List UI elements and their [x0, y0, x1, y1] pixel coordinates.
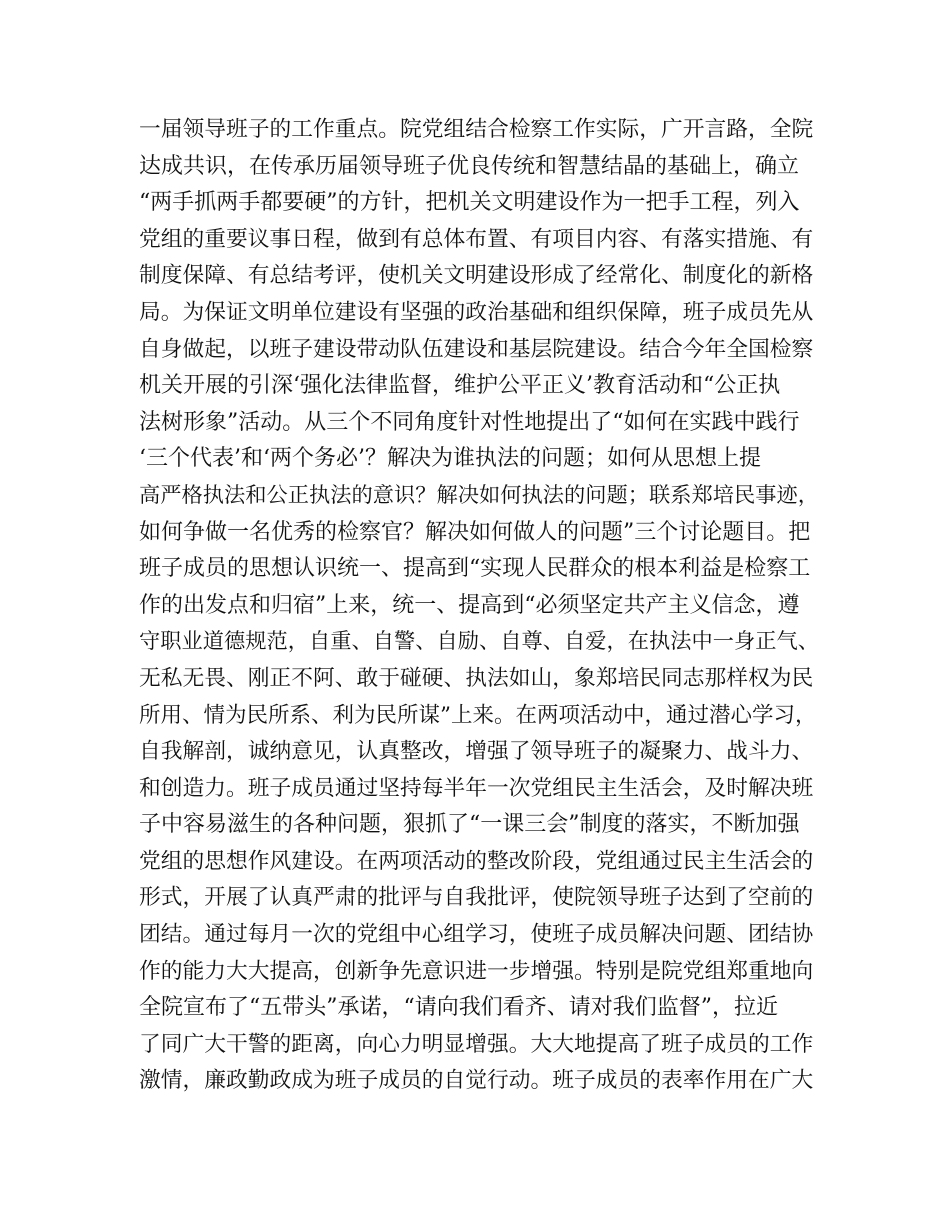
- text-line: 形式，开展了认真严肃的批评与自我批评，使院领导班子达到了空前的: [139, 885, 814, 911]
- text-line: 子中容易滋生的各种问题，狠抓了“一课三会”制度的落实，不断加强: [139, 812, 800, 838]
- text-line: 党组的重要议事日程，做到有总体布置、有项目内容、有落实措施、有: [139, 226, 814, 252]
- text-line: 作的出发点和归宿”上来，统一、提高到“必须坚定共产主义信念，遵: [139, 592, 800, 618]
- text-line: 作的能力大大提高，创新争先意识进一步增强。特别是院党组郑重地向: [139, 958, 814, 984]
- text-line: 守职业道德规范，自重、自警、自励、自尊、自爱，在执法中一身正气、: [139, 629, 820, 655]
- text-line: “两手抓两手都要硬”的方针，把机关文明建设作为一把手工程，列入: [139, 190, 800, 216]
- text-line: 制度保障、有总结考评，使机关文明建设形成了经常化、制度化的新格: [139, 263, 814, 289]
- text-line: 全院宣布了“五带头”承诺，“请向我们看齐、请对我们监督”，拉近: [139, 995, 778, 1021]
- text-line: 高严格执法和公正执法的意识？解决如何执法的问题；联系郑培民事迹，: [139, 482, 820, 508]
- text-line: 自我解剖，诚纳意见，认真整改，增强了领导班子的凝聚力、战斗力、: [139, 739, 814, 765]
- text-line: 机关开展的引深‘强化法律监督，维护公平正义’教育活动和“公正执: [139, 373, 781, 399]
- text-line: 法树形象”活动。从三个不同角度针对性地提出了“如何在实践中践行: [139, 409, 800, 435]
- text-line: 班子成员的思想认识统一、提高到“实现人民群众的根本利益是检察工: [139, 556, 811, 582]
- text-line: 和创造力。班子成员通过坚持每半年一次党组民主生活会，及时解决班: [139, 775, 814, 801]
- text-line: 如何争做一名优秀的检察官？解决如何做人的问题”三个讨论题目。把: [139, 519, 811, 545]
- body-paragraph: [139, 112, 819, 1100]
- text-line: 无私无畏、刚正不阿、敢于碰硬、执法如山，象郑培民同志那样权为民: [139, 665, 814, 691]
- text-line: 一届领导班子的工作重点。院党组结合检察工作实际，广开言路，全院: [139, 117, 814, 142]
- text-line: 了同广大干警的距离，向心力明显增强。大大地提高了班子成员的工作: [139, 1031, 814, 1057]
- text-line: 党组的思想作风建设。在两项活动的整改阶段，党组通过民主生活会的: [139, 848, 814, 874]
- text-line: ‘三个代表’和‘两个务必’？解决为谁执法的问题；如何从思想上提: [139, 446, 761, 472]
- text-line: 所用、情为民所系、利为民所谋”上来。在两项活动中，通过潜心学习，: [139, 702, 817, 728]
- text-line: 达成共识，在传承历届领导班子优良传统和智慧结晶的基础上，确立: [139, 153, 800, 179]
- text-line: 激情，廉政勤政成为班子成员的自觉行动。班子成员的表率作用在广大: [139, 1068, 814, 1094]
- text-line: 团结。通过每月一次的党组中心组学习，使班子成员解决问题、团结协: [139, 922, 814, 948]
- text-line: 自身做起，以班子建设带动队伍建设和基层院建设。结合今年全国检察: [139, 336, 814, 362]
- text-line: 局。为保证文明单位建设有坚强的政治基础和组织保障，班子成员先从: [139, 299, 814, 325]
